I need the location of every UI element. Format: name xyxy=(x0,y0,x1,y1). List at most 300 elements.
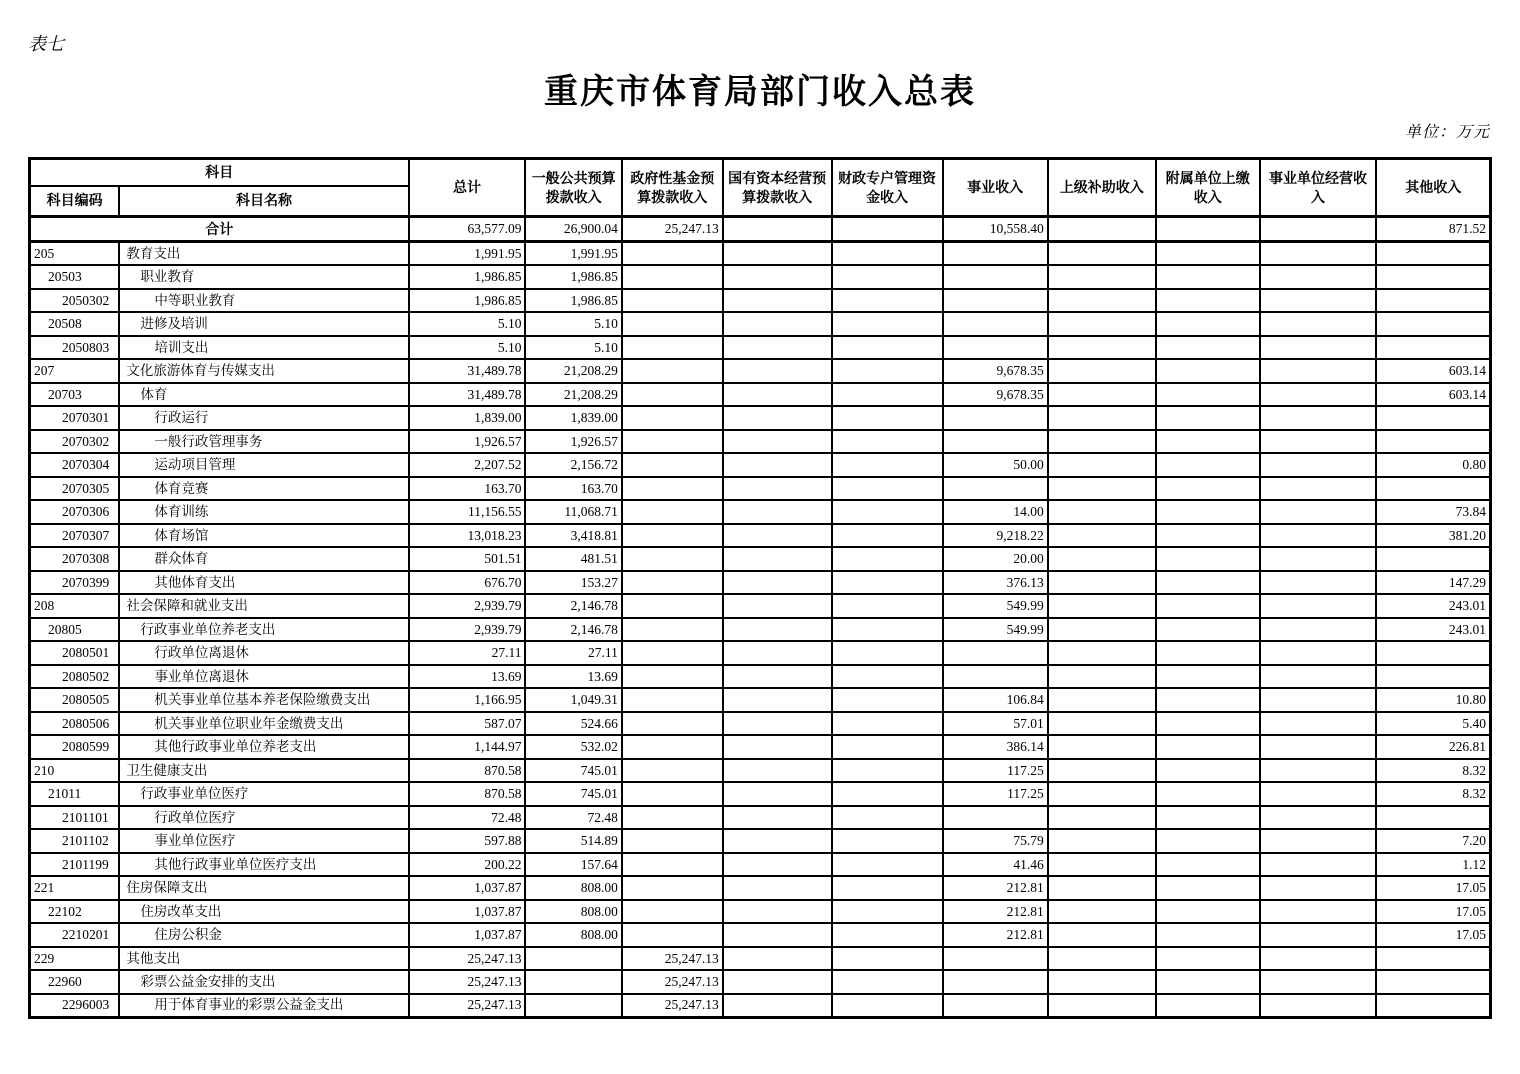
amount-cell xyxy=(622,547,723,571)
amount-cell: 2,156.72 xyxy=(525,453,621,477)
subject-name-cell: 运动项目管理 xyxy=(119,453,408,477)
amount-cell xyxy=(943,242,1048,266)
amount-cell xyxy=(723,594,832,618)
amount-cell xyxy=(622,618,723,642)
amount-cell xyxy=(1048,665,1156,689)
table-row xyxy=(30,594,1491,618)
subject-name-cell: 用于体育事业的彩票公益金支出 xyxy=(119,994,408,1018)
amount-cell xyxy=(1376,994,1490,1018)
table-row xyxy=(30,900,1491,924)
amount-cell xyxy=(832,265,943,289)
amount-cell xyxy=(1376,289,1490,313)
amount-cell xyxy=(723,759,832,783)
subject-name-cell: 其他行政事业单位医疗支出 xyxy=(119,853,408,877)
amount-cell: 1,037.87 xyxy=(409,923,526,947)
subject-code-cell: 221 xyxy=(30,876,120,900)
amount-cell xyxy=(1260,217,1377,242)
amount-cell xyxy=(1048,336,1156,360)
table-row xyxy=(30,571,1491,595)
subject-name-cell: 体育 xyxy=(119,383,408,407)
subject-code-cell: 2070305 xyxy=(30,477,120,501)
amount-cell xyxy=(525,947,621,971)
amount-cell: 5.10 xyxy=(409,336,526,360)
amount-cell: 117.25 xyxy=(943,759,1048,783)
header-col-state-capital: 国有资本经营预算拨款收入 xyxy=(723,159,832,217)
amount-cell xyxy=(1260,829,1377,853)
amount-cell xyxy=(1156,853,1260,877)
amount-cell xyxy=(1156,665,1260,689)
table-body xyxy=(30,217,1491,1018)
amount-cell xyxy=(1260,289,1377,313)
table-row xyxy=(30,665,1491,689)
amount-cell: 808.00 xyxy=(525,923,621,947)
subject-name-cell: 教育支出 xyxy=(119,242,408,266)
amount-cell: 376.13 xyxy=(943,571,1048,595)
amount-cell: 549.99 xyxy=(943,618,1048,642)
amount-cell xyxy=(832,477,943,501)
amount-cell: 597.88 xyxy=(409,829,526,853)
subject-code-cell: 2070399 xyxy=(30,571,120,595)
subject-code-cell: 2070301 xyxy=(30,406,120,430)
amount-cell: 1,144.97 xyxy=(409,735,526,759)
subject-code-cell: 2296003 xyxy=(30,994,120,1018)
amount-cell xyxy=(1048,524,1156,548)
subject-name-cell: 住房改革支出 xyxy=(119,900,408,924)
amount-cell xyxy=(723,312,832,336)
amount-cell xyxy=(943,665,1048,689)
amount-cell xyxy=(1048,312,1156,336)
amount-cell xyxy=(723,994,832,1018)
amount-cell: 9,678.35 xyxy=(943,359,1048,383)
amount-cell: 13.69 xyxy=(525,665,621,689)
table-row xyxy=(30,829,1491,853)
amount-cell xyxy=(1260,947,1377,971)
subject-code-cell: 20805 xyxy=(30,618,120,642)
amount-cell xyxy=(1156,406,1260,430)
subject-name-cell: 行政运行 xyxy=(119,406,408,430)
amount-cell xyxy=(943,641,1048,665)
amount-cell xyxy=(723,430,832,454)
amount-cell: 8.32 xyxy=(1376,759,1490,783)
amount-cell xyxy=(832,524,943,548)
amount-cell xyxy=(723,923,832,947)
amount-cell: 1,839.00 xyxy=(525,406,621,430)
table-row xyxy=(30,688,1491,712)
amount-cell xyxy=(1376,477,1490,501)
amount-cell xyxy=(832,853,943,877)
amount-cell xyxy=(1048,947,1156,971)
amount-cell xyxy=(1260,477,1377,501)
amount-cell: 25,247.13 xyxy=(622,994,723,1018)
total-row xyxy=(30,217,1491,242)
page-title: 重庆市体育局部门收入总表 xyxy=(544,74,976,111)
amount-cell xyxy=(622,853,723,877)
amount-cell xyxy=(832,923,943,947)
amount-cell xyxy=(943,289,1048,313)
header-subject-code: 科目编码 xyxy=(30,186,120,217)
amount-cell xyxy=(1156,782,1260,806)
amount-cell xyxy=(1260,641,1377,665)
amount-cell xyxy=(723,547,832,571)
amount-cell xyxy=(1048,500,1156,524)
amount-cell xyxy=(832,759,943,783)
amount-cell xyxy=(943,994,1048,1018)
amount-cell xyxy=(1260,359,1377,383)
amount-cell xyxy=(832,406,943,430)
table-row xyxy=(30,853,1491,877)
header-row-top xyxy=(30,159,1491,186)
amount-cell: 72.48 xyxy=(409,806,526,830)
subject-name-cell: 住房保障支出 xyxy=(119,876,408,900)
amount-cell: 27.11 xyxy=(525,641,621,665)
amount-cell xyxy=(832,453,943,477)
amount-cell: 514.89 xyxy=(525,829,621,853)
table-row xyxy=(30,759,1491,783)
amount-cell: 481.51 xyxy=(525,547,621,571)
table-row xyxy=(30,430,1491,454)
amount-cell: 25,247.13 xyxy=(622,970,723,994)
amount-cell xyxy=(1156,477,1260,501)
amount-cell xyxy=(1260,524,1377,548)
amount-cell xyxy=(723,806,832,830)
amount-cell xyxy=(1260,665,1377,689)
amount-cell xyxy=(1156,923,1260,947)
amount-cell: 676.70 xyxy=(409,571,526,595)
subject-name-cell: 其他行政事业单位养老支出 xyxy=(119,735,408,759)
amount-cell: 1,991.95 xyxy=(525,242,621,266)
table-row xyxy=(30,359,1491,383)
amount-cell: 27.11 xyxy=(409,641,526,665)
amount-cell: 21,208.29 xyxy=(525,359,621,383)
amount-cell xyxy=(1260,923,1377,947)
amount-cell xyxy=(622,735,723,759)
amount-cell xyxy=(1260,970,1377,994)
amount-cell xyxy=(1156,524,1260,548)
amount-cell xyxy=(1048,735,1156,759)
amount-cell xyxy=(723,289,832,313)
header-col-superior-subsidy: 上级补助收入 xyxy=(1048,159,1156,217)
amount-cell: 163.70 xyxy=(525,477,621,501)
amount-cell xyxy=(1260,712,1377,736)
amount-cell: 1,926.57 xyxy=(409,430,526,454)
amount-cell: 73.84 xyxy=(1376,500,1490,524)
amount-cell xyxy=(1048,289,1156,313)
amount-cell: 9,678.35 xyxy=(943,383,1048,407)
amount-cell: 0.80 xyxy=(1376,453,1490,477)
amount-cell xyxy=(723,665,832,689)
amount-cell: 1,049.31 xyxy=(525,688,621,712)
amount-cell xyxy=(1048,641,1156,665)
amount-cell: 587.07 xyxy=(409,712,526,736)
subject-name-cell: 一般行政管理事务 xyxy=(119,430,408,454)
amount-cell: 63,577.09 xyxy=(409,217,526,242)
amount-cell: 1,986.85 xyxy=(409,289,526,313)
income-summary-table xyxy=(28,157,1492,1019)
amount-cell xyxy=(622,383,723,407)
subject-code-cell: 2070308 xyxy=(30,547,120,571)
amount-cell xyxy=(1156,806,1260,830)
amount-cell xyxy=(1260,594,1377,618)
amount-cell xyxy=(622,712,723,736)
amount-cell: 8.32 xyxy=(1376,782,1490,806)
amount-cell xyxy=(1048,712,1156,736)
amount-cell xyxy=(1156,876,1260,900)
subject-name-cell: 行政单位离退休 xyxy=(119,641,408,665)
amount-cell: 1,037.87 xyxy=(409,876,526,900)
amount-cell: 25,247.13 xyxy=(409,970,526,994)
amount-cell xyxy=(1260,571,1377,595)
amount-cell xyxy=(723,453,832,477)
table-row xyxy=(30,994,1491,1018)
amount-cell xyxy=(622,312,723,336)
amount-cell: 25,247.13 xyxy=(409,994,526,1018)
amount-cell xyxy=(1260,430,1377,454)
amount-cell xyxy=(723,406,832,430)
amount-cell: 163.70 xyxy=(409,477,526,501)
amount-cell: 31,489.78 xyxy=(409,383,526,407)
amount-cell xyxy=(1260,782,1377,806)
subject-name-cell: 机关事业单位基本养老保险缴费支出 xyxy=(119,688,408,712)
amount-cell xyxy=(1048,994,1156,1018)
header-col-business-income: 事业收入 xyxy=(943,159,1048,217)
amount-cell xyxy=(1048,618,1156,642)
amount-cell xyxy=(832,876,943,900)
subject-name-cell: 文化旅游体育与传媒支出 xyxy=(119,359,408,383)
amount-cell xyxy=(723,383,832,407)
amount-cell xyxy=(1156,735,1260,759)
header-subject-name: 科目名称 xyxy=(119,186,408,217)
amount-cell xyxy=(622,806,723,830)
amount-cell xyxy=(1260,312,1377,336)
amount-cell xyxy=(1048,970,1156,994)
amount-cell: 1,986.85 xyxy=(409,265,526,289)
amount-cell xyxy=(832,242,943,266)
amount-cell xyxy=(1156,430,1260,454)
amount-cell xyxy=(943,970,1048,994)
amount-cell xyxy=(943,336,1048,360)
amount-cell xyxy=(622,688,723,712)
header-col-operating-income: 事业单位经营收入 xyxy=(1260,159,1377,217)
subject-code-cell: 2210201 xyxy=(30,923,120,947)
amount-cell xyxy=(1156,641,1260,665)
table-row xyxy=(30,782,1491,806)
amount-cell xyxy=(622,900,723,924)
amount-cell: 57.01 xyxy=(943,712,1048,736)
amount-cell xyxy=(723,688,832,712)
amount-cell xyxy=(622,359,723,383)
amount-cell xyxy=(943,947,1048,971)
table-row xyxy=(30,547,1491,571)
amount-cell xyxy=(1156,712,1260,736)
table-row xyxy=(30,524,1491,548)
amount-cell xyxy=(1048,265,1156,289)
subject-name-cell: 社会保障和就业支出 xyxy=(119,594,408,618)
amount-cell xyxy=(1156,970,1260,994)
amount-cell xyxy=(1376,406,1490,430)
amount-cell xyxy=(832,806,943,830)
amount-cell xyxy=(622,477,723,501)
amount-cell: 2,939.79 xyxy=(409,594,526,618)
amount-cell xyxy=(723,524,832,548)
amount-cell xyxy=(832,430,943,454)
table-row xyxy=(30,383,1491,407)
amount-cell xyxy=(1156,994,1260,1018)
amount-cell xyxy=(723,876,832,900)
amount-cell: 153.27 xyxy=(525,571,621,595)
amount-cell xyxy=(832,594,943,618)
amount-cell xyxy=(1260,453,1377,477)
amount-cell: 2,146.78 xyxy=(525,594,621,618)
amount-cell: 157.64 xyxy=(525,853,621,877)
amount-cell: 11,156.55 xyxy=(409,500,526,524)
amount-cell xyxy=(832,641,943,665)
amount-cell xyxy=(1156,947,1260,971)
amount-cell xyxy=(1260,406,1377,430)
subject-code-cell: 20703 xyxy=(30,383,120,407)
amount-cell xyxy=(1260,242,1377,266)
amount-cell: 1,037.87 xyxy=(409,900,526,924)
table-row xyxy=(30,477,1491,501)
amount-cell xyxy=(1048,217,1156,242)
table-row xyxy=(30,970,1491,994)
table-row xyxy=(30,618,1491,642)
amount-cell: 200.22 xyxy=(409,853,526,877)
amount-cell: 212.81 xyxy=(943,876,1048,900)
subject-name-cell: 事业单位医疗 xyxy=(119,829,408,853)
amount-cell xyxy=(943,312,1048,336)
amount-cell xyxy=(832,571,943,595)
amount-cell xyxy=(832,217,943,242)
subject-code-cell: 2050803 xyxy=(30,336,120,360)
amount-cell xyxy=(1156,829,1260,853)
amount-cell: 50.00 xyxy=(943,453,1048,477)
amount-cell xyxy=(1156,688,1260,712)
amount-cell: 212.81 xyxy=(943,923,1048,947)
amount-cell xyxy=(1260,265,1377,289)
table-row xyxy=(30,406,1491,430)
subject-name-cell: 其他支出 xyxy=(119,947,408,971)
amount-cell xyxy=(622,782,723,806)
amount-cell xyxy=(1260,853,1377,877)
subject-name-cell: 体育场馆 xyxy=(119,524,408,548)
amount-cell xyxy=(1048,477,1156,501)
amount-cell xyxy=(525,970,621,994)
table-row xyxy=(30,923,1491,947)
subject-name-cell: 卫生健康支出 xyxy=(119,759,408,783)
amount-cell: 5.10 xyxy=(525,312,621,336)
subject-code-cell: 210 xyxy=(30,759,120,783)
amount-cell: 14.00 xyxy=(943,500,1048,524)
amount-cell: 25,247.13 xyxy=(409,947,526,971)
amount-cell xyxy=(832,712,943,736)
amount-cell: 524.66 xyxy=(525,712,621,736)
subject-code-cell: 2080502 xyxy=(30,665,120,689)
amount-cell: 17.05 xyxy=(1376,900,1490,924)
table-row xyxy=(30,735,1491,759)
amount-cell xyxy=(1260,759,1377,783)
amount-cell: 25,247.13 xyxy=(622,947,723,971)
amount-cell: 549.99 xyxy=(943,594,1048,618)
subject-code-cell: 2101101 xyxy=(30,806,120,830)
amount-cell xyxy=(832,829,943,853)
amount-cell: 745.01 xyxy=(525,759,621,783)
amount-cell xyxy=(943,477,1048,501)
amount-cell: 75.79 xyxy=(943,829,1048,853)
amount-cell xyxy=(1048,759,1156,783)
amount-cell: 17.05 xyxy=(1376,876,1490,900)
amount-cell: 1,991.95 xyxy=(409,242,526,266)
amount-cell xyxy=(723,571,832,595)
amount-cell xyxy=(1260,876,1377,900)
table-row xyxy=(30,641,1491,665)
amount-cell xyxy=(723,618,832,642)
amount-cell xyxy=(723,853,832,877)
amount-cell xyxy=(1048,547,1156,571)
amount-cell xyxy=(1048,406,1156,430)
amount-cell xyxy=(622,500,723,524)
amount-cell xyxy=(723,900,832,924)
amount-cell xyxy=(1156,618,1260,642)
unit-note: 单位：万元 xyxy=(1404,124,1490,141)
table-row xyxy=(30,947,1491,971)
subject-code-cell: 2070304 xyxy=(30,453,120,477)
amount-cell xyxy=(1156,359,1260,383)
amount-cell xyxy=(723,359,832,383)
amount-cell xyxy=(1260,735,1377,759)
amount-cell xyxy=(525,994,621,1018)
subject-code-cell: 2070302 xyxy=(30,430,120,454)
amount-cell: 381.20 xyxy=(1376,524,1490,548)
amount-cell xyxy=(622,242,723,266)
amount-cell: 26,900.04 xyxy=(525,217,621,242)
amount-cell: 1,986.85 xyxy=(525,265,621,289)
amount-cell xyxy=(1156,547,1260,571)
amount-cell xyxy=(1156,265,1260,289)
amount-cell xyxy=(832,900,943,924)
amount-cell: 117.25 xyxy=(943,782,1048,806)
subject-name-cell: 机关事业单位职业年金缴费支出 xyxy=(119,712,408,736)
amount-cell xyxy=(832,994,943,1018)
amount-cell: 5.10 xyxy=(409,312,526,336)
header-col-other-income: 其他收入 xyxy=(1376,159,1490,217)
amount-cell: 226.81 xyxy=(1376,735,1490,759)
amount-cell xyxy=(1260,618,1377,642)
table-row xyxy=(30,242,1491,266)
amount-cell: 7.20 xyxy=(1376,829,1490,853)
amount-cell xyxy=(1376,265,1490,289)
amount-cell: 871.52 xyxy=(1376,217,1490,242)
amount-cell xyxy=(1048,900,1156,924)
subject-code-cell: 2080501 xyxy=(30,641,120,665)
subject-name-cell: 其他体育支出 xyxy=(119,571,408,595)
amount-cell xyxy=(723,265,832,289)
table-row xyxy=(30,806,1491,830)
subject-name-cell: 培训支出 xyxy=(119,336,408,360)
amount-cell xyxy=(1376,312,1490,336)
subject-name-cell: 行政单位医疗 xyxy=(119,806,408,830)
subject-code-cell: 207 xyxy=(30,359,120,383)
amount-cell xyxy=(723,477,832,501)
amount-cell xyxy=(832,688,943,712)
amount-cell: 532.02 xyxy=(525,735,621,759)
amount-cell: 5.40 xyxy=(1376,712,1490,736)
amount-cell xyxy=(622,524,723,548)
subject-name-cell: 住房公积金 xyxy=(119,923,408,947)
amount-cell xyxy=(832,947,943,971)
amount-cell xyxy=(723,970,832,994)
amount-cell xyxy=(1156,336,1260,360)
header-col-affiliated-remit: 附属单位上缴收入 xyxy=(1156,159,1260,217)
